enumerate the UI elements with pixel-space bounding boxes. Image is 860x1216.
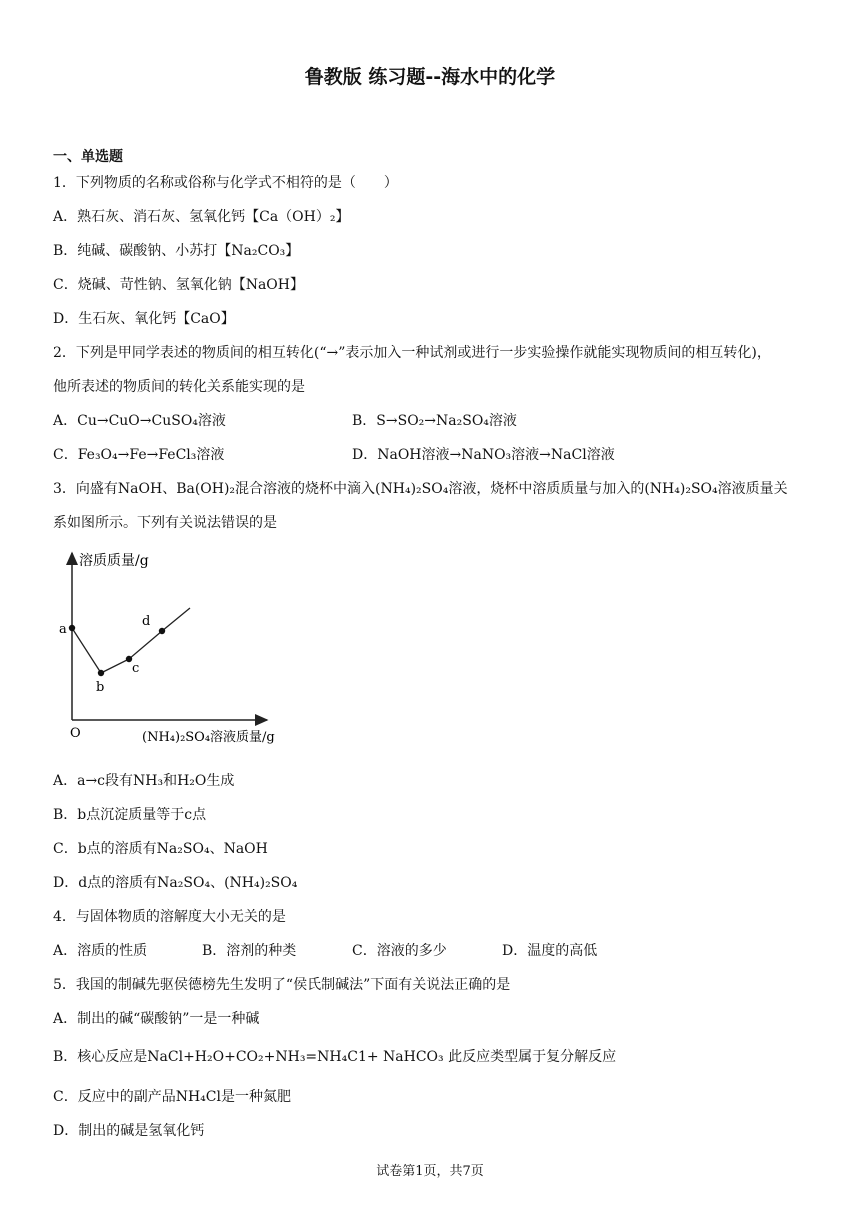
q1-option-d: D．生石灰、氧化钙【CaO】: [53, 311, 235, 327]
q3-stem-line2: 系如图所示。下列有关说法错误的是: [53, 515, 277, 531]
label-d: d: [142, 614, 151, 629]
q4-option-d: D．温度的高低: [502, 943, 598, 959]
q5-option-b: B．核心反应是NaCl+H₂O+CO₂+NH₃=NH₄C1+ NaHCO₃ 此反应类型属于复分解反应: [53, 1049, 617, 1065]
q1-option-c: C．烧碱、苛性钠、氢氧化钠【NaOH】: [53, 277, 304, 293]
q3-graph: [52, 545, 302, 750]
q1-option-a: A．熟石灰、消石灰、氢氧化钙【Ca（OH）₂】: [53, 209, 350, 225]
label-c: c: [132, 661, 140, 676]
q2-option-d: D．NaOH溶液→NaNO₃溶液→NaCl溶液: [352, 447, 615, 463]
x-axis-label: (NH₄)₂SO₄溶液质量/g: [142, 730, 275, 745]
label-a: a: [59, 622, 67, 637]
q5-stem: 5．我国的制碱先驱侯德榜先生发明了“侯氏制碱法”下面有关说法正确的是: [53, 977, 511, 993]
curve: [72, 608, 190, 673]
q4-option-c: C．溶液的多少: [352, 943, 447, 959]
q2-option-a: A．Cu→CuO→CuSO₄溶液: [53, 413, 226, 429]
q3-option-a: A．a→c段有NH₃和H₂O生成: [53, 773, 235, 789]
q3-option-b: B．b点沉淀质量等于c点: [53, 807, 207, 823]
q2-option-b: B．S→SO₂→Na₂SO₄溶液: [352, 413, 517, 429]
page-title: 鲁教版 练习题--海水中的化学: [304, 66, 556, 88]
q1-stem: 1．下列物质的名称或俗称与化学式不相符的是（ ）: [53, 175, 398, 191]
q5-option-c: C．反应中的副产品NH₄Cl是一种氮肥: [53, 1089, 291, 1105]
section-heading: 一、单选题: [53, 149, 123, 165]
q3-stem-line1: 3．向盛有NaOH、Ba(OH)₂混合溶液的烧杯中滴入(NH₄)₂SO₄溶液，烧杯中溶质质量与加入的(NH₄)₂SO₄溶液质量关: [53, 481, 788, 497]
point-b: [98, 670, 104, 676]
q4-option-b: B．溶剂的种类: [202, 943, 297, 959]
point-a: [69, 625, 75, 631]
q1-option-b: B．纯碱、碳酸钠、小苏打【Na₂CO₃】: [53, 243, 300, 259]
point-d: [159, 628, 165, 634]
q4-stem: 4．与固体物质的溶解度大小无关的是: [53, 909, 286, 925]
y-axis-label: 溶质质量/g: [79, 553, 149, 569]
q2-option-c: C．Fe₃O₄→Fe→FeCl₃溶液: [53, 447, 225, 463]
page-footer: 试卷第1页，共7页: [376, 1164, 484, 1179]
q3-option-c: C．b点的溶质有Na₂SO₄、NaOH: [53, 841, 268, 857]
q4-option-a: A．溶质的性质: [53, 943, 148, 959]
q5-option-a: A．制出的碱“碳酸钠”一是一种碱: [53, 1011, 260, 1027]
origin-label: O: [70, 726, 81, 741]
q5-option-d: D．制出的碱是氢氧化钙: [53, 1123, 205, 1139]
q2-stem-line1: 2．下列是甲同学表述的物质间的相互转化(“→”表示加入一种试剂或进行一步实验操作就能实现物质间的相互转化)，: [53, 345, 771, 361]
q2-stem-line2: 他所表述的物质间的转化关系能实现的是: [53, 379, 305, 395]
label-b: b: [96, 680, 105, 695]
q3-option-d: D．d点的溶质有Na₂SO₄、(NH₄)₂SO₄: [53, 875, 298, 891]
